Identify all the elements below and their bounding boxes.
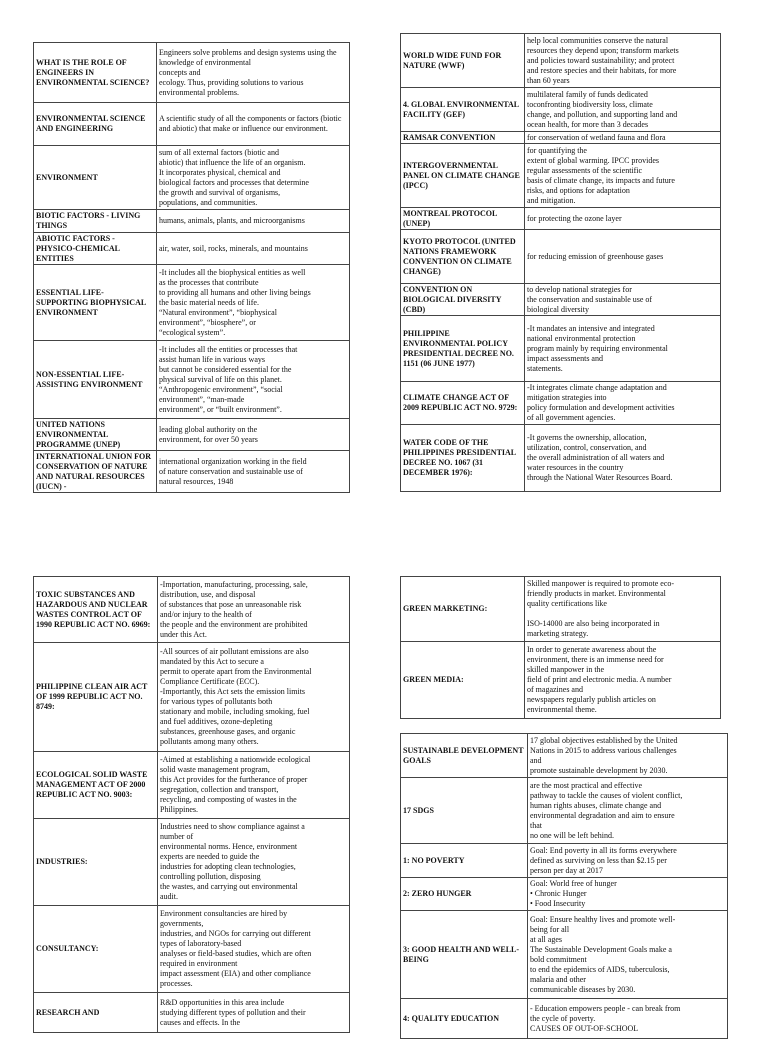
term-cell: GREEN MEDIA:: [401, 642, 525, 719]
definition-cell: -It includes all the entities or processes that assist human life in various ways but cannot be considered essential for the physical survival of life on this planet. “Anthropogenic environment”, “social environment”, “man-made environment”, or “built environment”.: [157, 341, 350, 419]
term-cell: SUSTAINABLE DEVELOPMENT GOALS: [401, 734, 528, 778]
term-cell: MONTREAL PROTOCOL (UNEP): [401, 208, 525, 230]
glossary-table-bottom-left: [33, 576, 350, 1033]
term-cell: 17 SDGS: [401, 778, 528, 844]
table-row: [34, 265, 350, 341]
table-row: [401, 878, 728, 911]
definition-cell: -Importation, manufacturing, processing, sale, distribution, use, and disposal of substances that pose an unreasonable risk and/or injury to the health of the people and the environment are prohibited under this Act.: [158, 577, 350, 643]
table-row: [401, 230, 721, 284]
table-row: [401, 132, 721, 144]
term-cell: CONVENTION ON BIOLOGICAL DIVERSITY (CBD): [401, 284, 525, 316]
table-row: [401, 911, 728, 999]
definition-cell: Environment consultancies are hired by governments, industries, and NGOs for carrying out different types of laboratory-based analyses or field-based studies, which are often required in environment impact assessment (EIA) and other compliance processes.: [158, 906, 350, 993]
term-cell: RESEARCH AND: [34, 993, 158, 1033]
term-cell: 3: GOOD HEALTH AND WELL-BEING: [401, 911, 528, 999]
definition-cell: leading global authority on the environment, for over 50 years: [157, 419, 350, 451]
term-cell: 4: QUALITY EDUCATION: [401, 999, 528, 1039]
definition-cell: help local communities conserve the natural resources they depend upon; transform markets and policies toward sustainability; and protect and restore species and their habitats, for more than 60 years: [525, 34, 721, 88]
term-cell: PHILIPPINE CLEAN AIR ACT OF 1999 REPUBLIC ACT NO. 8749:: [34, 643, 158, 752]
term-cell: CLIMATE CHANGE ACT OF 2009 REPUBLIC ACT NO. 9729:: [401, 382, 525, 425]
glossary-table-top-right: [400, 33, 721, 492]
definition-cell: Skilled manpower is required to promote eco- friendly products in market. Environmental quality certifications like ISO-14000 are also being incorporated in marketing strategy.: [525, 577, 721, 642]
table-row: [401, 208, 721, 230]
table-row: [401, 425, 721, 492]
table-row: [34, 233, 350, 265]
definition-cell: Goal: World free of hunger • Chronic Hunger • Food Insecurity: [528, 878, 728, 911]
definition-cell: R&D opportunities in this area include studying different types of pollution and their causes and effects. In the: [158, 993, 350, 1033]
definition-cell: multilateral family of funds dedicated toconfronting biodiversity loss, climate change, and pollution, and supporting land and ocean health, for more than 3 decades: [525, 88, 721, 132]
term-cell: INDUSTRIES:: [34, 819, 158, 906]
definition-cell: for reducing emission of greenhouse gases: [525, 230, 721, 284]
term-cell: NON-ESSENTIAL LIFE-ASSISTING ENVIRONMENT: [34, 341, 157, 419]
table-row: [34, 819, 350, 906]
table-row: [34, 103, 350, 146]
table-row: [34, 643, 350, 752]
term-cell: TOXIC SUBSTANCES AND HAZARDOUS AND NUCLEAR WASTES CONTROL ACT OF 1990 REPUBLIC ACT NO. 6969:: [34, 577, 158, 643]
definition-cell: for quantifying the extent of global warming. IPCC provides regular assessments of the scientific basis of climate change, its impacts and future risks, and options for adaptation and mitigation.: [525, 144, 721, 208]
definition-cell: - Education empowers people - can break from the cycle of poverty. CAUSES OF OUT-OF-SCHOOL: [528, 999, 728, 1039]
term-cell: PHILIPPINE ENVIRONMENTAL POLICY PRESIDENTIAL DECREE NO. 1151 (06 JUNE 1977): [401, 316, 525, 382]
term-cell: 1: NO POVERTY: [401, 844, 528, 878]
glossary-table-sdgs: [400, 733, 728, 1039]
term-cell: WATER CODE OF THE PHILIPPINES PRESIDENTIAL DECREE NO. 1067 (31 DECEMBER 1976):: [401, 425, 525, 492]
table-row: [401, 382, 721, 425]
table-row: [34, 451, 350, 493]
glossary-table-green-careers: [400, 576, 721, 719]
definition-cell: -It includes all the biophysical entities as well as the processes that contribute to providing all humans and other living beings the basic material needs of life. “Natural environment”, “biophysical environment”, “biosphere”, or “ecological system”.: [157, 265, 350, 341]
definition-cell: humans, animals, plants, and microorganisms: [157, 210, 350, 233]
term-cell: ENVIRONMENT: [34, 146, 157, 210]
definition-cell: 17 global objectives established by the United Nations in 2015 to address various challenges and promote sustainable development by 2030.: [528, 734, 728, 778]
definition-cell: A scientific study of all the components or factors (biotic and abiotic) that make or influence our environment.: [157, 103, 350, 146]
term-cell: BIOTIC FACTORS - LIVING THINGS: [34, 210, 157, 233]
term-cell: RAMSAR CONVENTION: [401, 132, 525, 144]
table-row: [401, 144, 721, 208]
glossary-table-top-left: [33, 42, 350, 493]
table-row: [34, 146, 350, 210]
table-row: [401, 999, 728, 1039]
definition-cell: for protecting the ozone layer: [525, 208, 721, 230]
table-row: [34, 752, 350, 819]
term-cell: KYOTO PROTOCOL (UNITED NATIONS FRAMEWORK CONVENTION ON CLIMATE CHANGE): [401, 230, 525, 284]
term-cell: 2: ZERO HUNGER: [401, 878, 528, 911]
term-cell: WORLD WIDE FUND FOR NATURE (WWF): [401, 34, 525, 88]
definition-cell: for conservation of wetland fauna and flora: [525, 132, 721, 144]
table-row: [34, 993, 350, 1033]
table-row: [34, 419, 350, 451]
term-cell: 4. GLOBAL ENVIRONMENTAL FACILITY (GEF): [401, 88, 525, 132]
table-row: [34, 341, 350, 419]
table-row: [401, 88, 721, 132]
term-cell: ESSENTIAL LIFE-SUPPORTING BIOPHYSICAL ENVIRONMENT: [34, 265, 157, 341]
definition-cell: -All sources of air pollutant emissions are also mandated by this Act to secure a permit to operate apart from the Environmental Compliance Certificate (ECC). -Importantly, this Act sets the emission limits for various types of pollutants both stationary and mobile, including smoking, fuel and fuel additives, ozone-depleting substances, greenhouse gases, and organic pollutants among many others.: [158, 643, 350, 752]
definition-cell: Goal: Ensure healthy lives and promote well- being for all at all ages The Sustainable Development Goals make a bold commitment to end the epidemics of AIDS, tuberculosis, malaria and other communicable diseases by 2030.: [528, 911, 728, 999]
definition-cell: -Aimed at establishing a nationwide ecological solid waste management program, this Act provides for the furtherance of proper segregation, collection and transport, recycling, and composting of wastes in the Philippines.: [158, 752, 350, 819]
term-cell: ABIOTIC FACTORS - PHYSICO-CHEMICAL ENTITIES: [34, 233, 157, 265]
table-row: [401, 316, 721, 382]
definition-cell: air, water, soil, rocks, minerals, and mountains: [157, 233, 350, 265]
term-cell: GREEN MARKETING:: [401, 577, 525, 642]
table-row: [34, 906, 350, 993]
definition-cell: international organization working in the field of nature conservation and sustainable use of natural resources, 1948: [157, 451, 350, 493]
definition-cell: Goal: End poverty in all its forms everywhere defined as surviving on less than $2.15 per person per day at 2017: [528, 844, 728, 878]
term-cell: CONSULTANCY:: [34, 906, 158, 993]
table-row: [401, 284, 721, 316]
definition-cell: -It governs the ownership, allocation, utilization, control, conservation, and the overall administration of all waters and water resources in the country through the National Water Resources Board.: [525, 425, 721, 492]
term-cell: INTERNATIONAL UNION FOR CONSERVATION OF NATURE AND NATURAL RESOURCES (IUCN) -: [34, 451, 157, 493]
term-cell: UNITED NATIONS ENVIRONMENTAL PROGRAMME (UNEP): [34, 419, 157, 451]
term-cell: ENVIRONMENTAL SCIENCE AND ENGINEERING: [34, 103, 157, 146]
definition-cell: are the most practical and effective pathway to tackle the causes of violent conflict, human rights abuses, climate change and environmental degradation and aim to ensure that no one will be left behind.: [528, 778, 728, 844]
table-row: [34, 577, 350, 643]
table-row: [401, 844, 728, 878]
table-row: [401, 34, 721, 88]
term-cell: ECOLOGICAL SOLID WASTE MANAGEMENT ACT OF 2000 REPUBLIC ACT NO. 9003:: [34, 752, 158, 819]
definition-cell: -It mandates an intensive and integrated national environmental protection program mainly by requiring environmental impact assessments and statements.: [525, 316, 721, 382]
definition-cell: In order to generate awareness about the environment, there is an immense need for skilled manpower in the field of print and electronic media. A number of magazines and newspapers regularly publish articles on environmental theme.: [525, 642, 721, 719]
table-row: [401, 778, 728, 844]
term-cell: WHAT IS THE ROLE OF ENGINEERS IN ENVIRONMENTAL SCIENCE?: [34, 43, 157, 103]
table-row: [401, 577, 721, 642]
definition-cell: to develop national strategies for the conservation and sustainable use of biological diversity: [525, 284, 721, 316]
definition-cell: sum of all external factors (biotic and abiotic) that influence the life of an organism. It incorporates physical, chemical and biological factors and processes that determine the growth and survival of organisms, populations, and communities.: [157, 146, 350, 210]
table-row: [401, 734, 728, 778]
table-row: [401, 642, 721, 719]
term-cell: INTERGOVERNMENTAL PANEL ON CLIMATE CHANGE (IPCC): [401, 144, 525, 208]
definition-cell: -It integrates climate change adaptation and mitigation strategies into policy formulation and development activities of all government agencies.: [525, 382, 721, 425]
table-row: [34, 43, 350, 103]
definition-cell: Engineers solve problems and design systems using the knowledge of environmental concepts and ecology. Thus, providing solutions to various environmental problems.: [157, 43, 350, 103]
definition-cell: Industries need to show compliance against a number of environmental norms. Hence, environment experts are needed to guide the industries for adopting clean technologies, controlling pollution, disposing the wastes, and carrying out environmental audit.: [158, 819, 350, 906]
table-row: [34, 210, 350, 233]
